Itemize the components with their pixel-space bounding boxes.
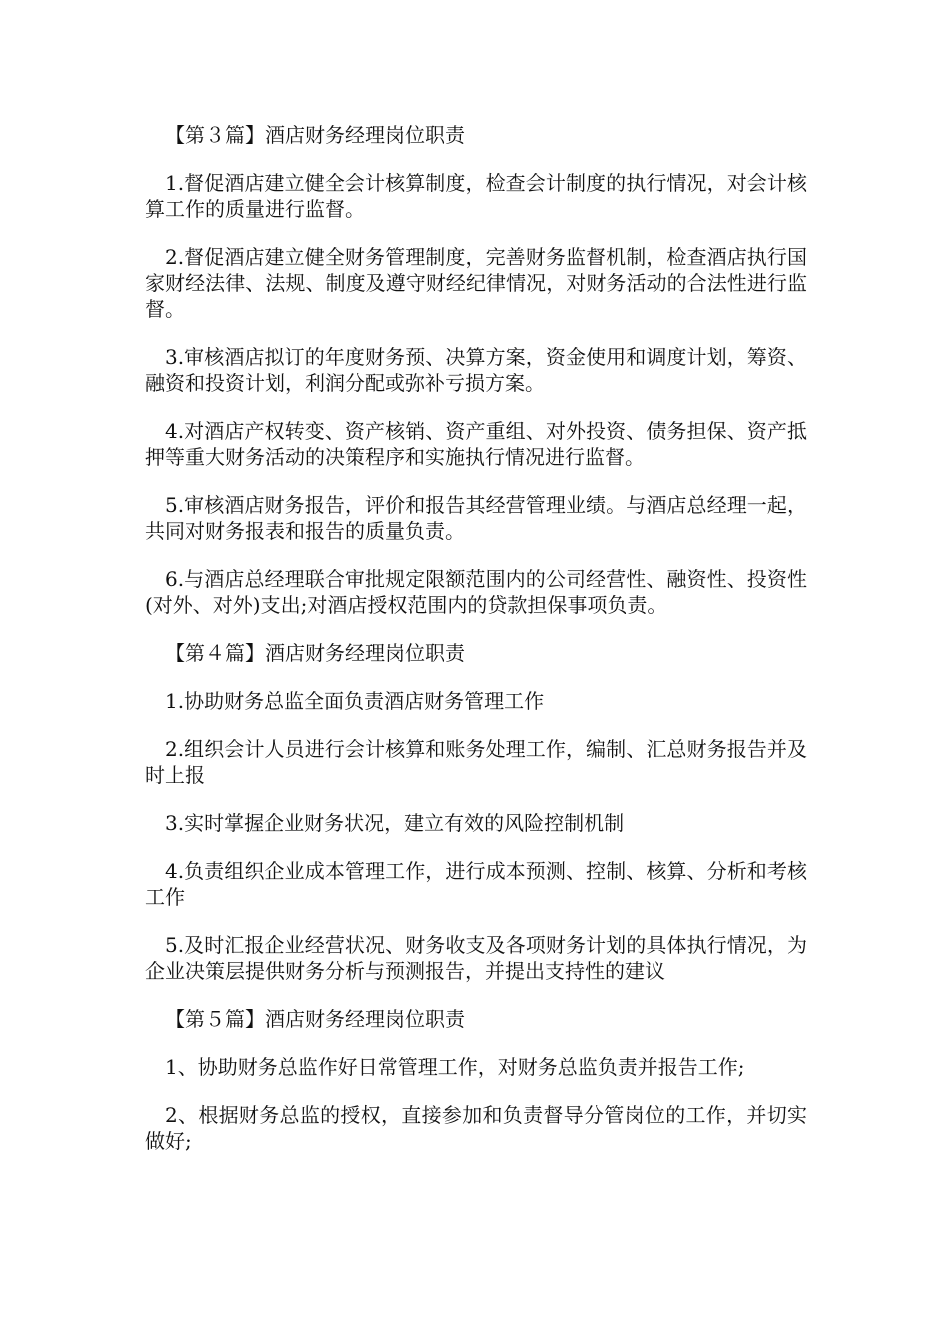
document-body — [145, 122, 807, 1176]
duty-item: 2.组织会计人员进行会计核算和账务处理工作，编制、汇总财务报告并及时上报 — [145, 737, 807, 787]
section-heading: 【第４篇】酒店财务经理岗位职责 — [165, 641, 465, 665]
duty-item: 4.对酒店产权转变、资产核销、资产重组、对外投资、债务担保、资产抵押等重大财务活动的决策程序和实施执行情况进行监督。 — [145, 419, 807, 469]
duty-item: 4.负责组织企业成本管理工作，进行成本预测、控制、核算、分析和考核工作 — [145, 859, 807, 909]
duty-item: 1、协助财务总监作好日常管理工作，对财务总监负责并报告工作; — [165, 1055, 745, 1079]
duty-item: 1.协助财务总监全面负责酒店财务管理工作 — [165, 689, 545, 713]
duty-item: 5.及时汇报企业经营状况、财务收支及各项财务计划的具体执行情况，为企业决策层提供财务分析与预测报告，并提出支持性的建议 — [145, 933, 807, 983]
duty-item: 5.审核酒店财务报告，评价和报告其经营管理业绩。与酒店总经理一起，共同对财务报表和报告的质量负责。 — [145, 493, 807, 543]
section-heading: 【第３篇】酒店财务经理岗位职责 — [165, 123, 465, 147]
duty-item: 2、根据财务总监的授权，直接参加和负责督导分管岗位的工作，并切实做好; — [145, 1103, 807, 1153]
duty-item: 1.督促酒店建立健全会计核算制度，检查会计制度的执行情况，对会计核算工作的质量进行监督。 — [145, 171, 807, 221]
duty-item: 2.督促酒店建立健全财务管理制度，完善财务监督机制，检查酒店执行国家财经法律、法规、制度及遵守财经纪律情况，对财务活动的合法性进行监督。 — [145, 245, 807, 321]
duty-item: 3.审核酒店拟订的年度财务预、决算方案，资金使用和调度计划，筹资、融资和投资计划，利润分配或弥补亏损方案。 — [145, 345, 807, 395]
section-heading: 【第５篇】酒店财务经理岗位职责 — [165, 1007, 465, 1031]
duty-item: 6.与酒店总经理联合审批规定限额范围内的公司经营性、融资性、投资性(对外、对外)支出;对酒店授权范围内的贷款担保事项负责。 — [145, 567, 807, 617]
duty-item: 3.实时掌握企业财务状况，建立有效的风险控制机制 — [165, 811, 625, 835]
